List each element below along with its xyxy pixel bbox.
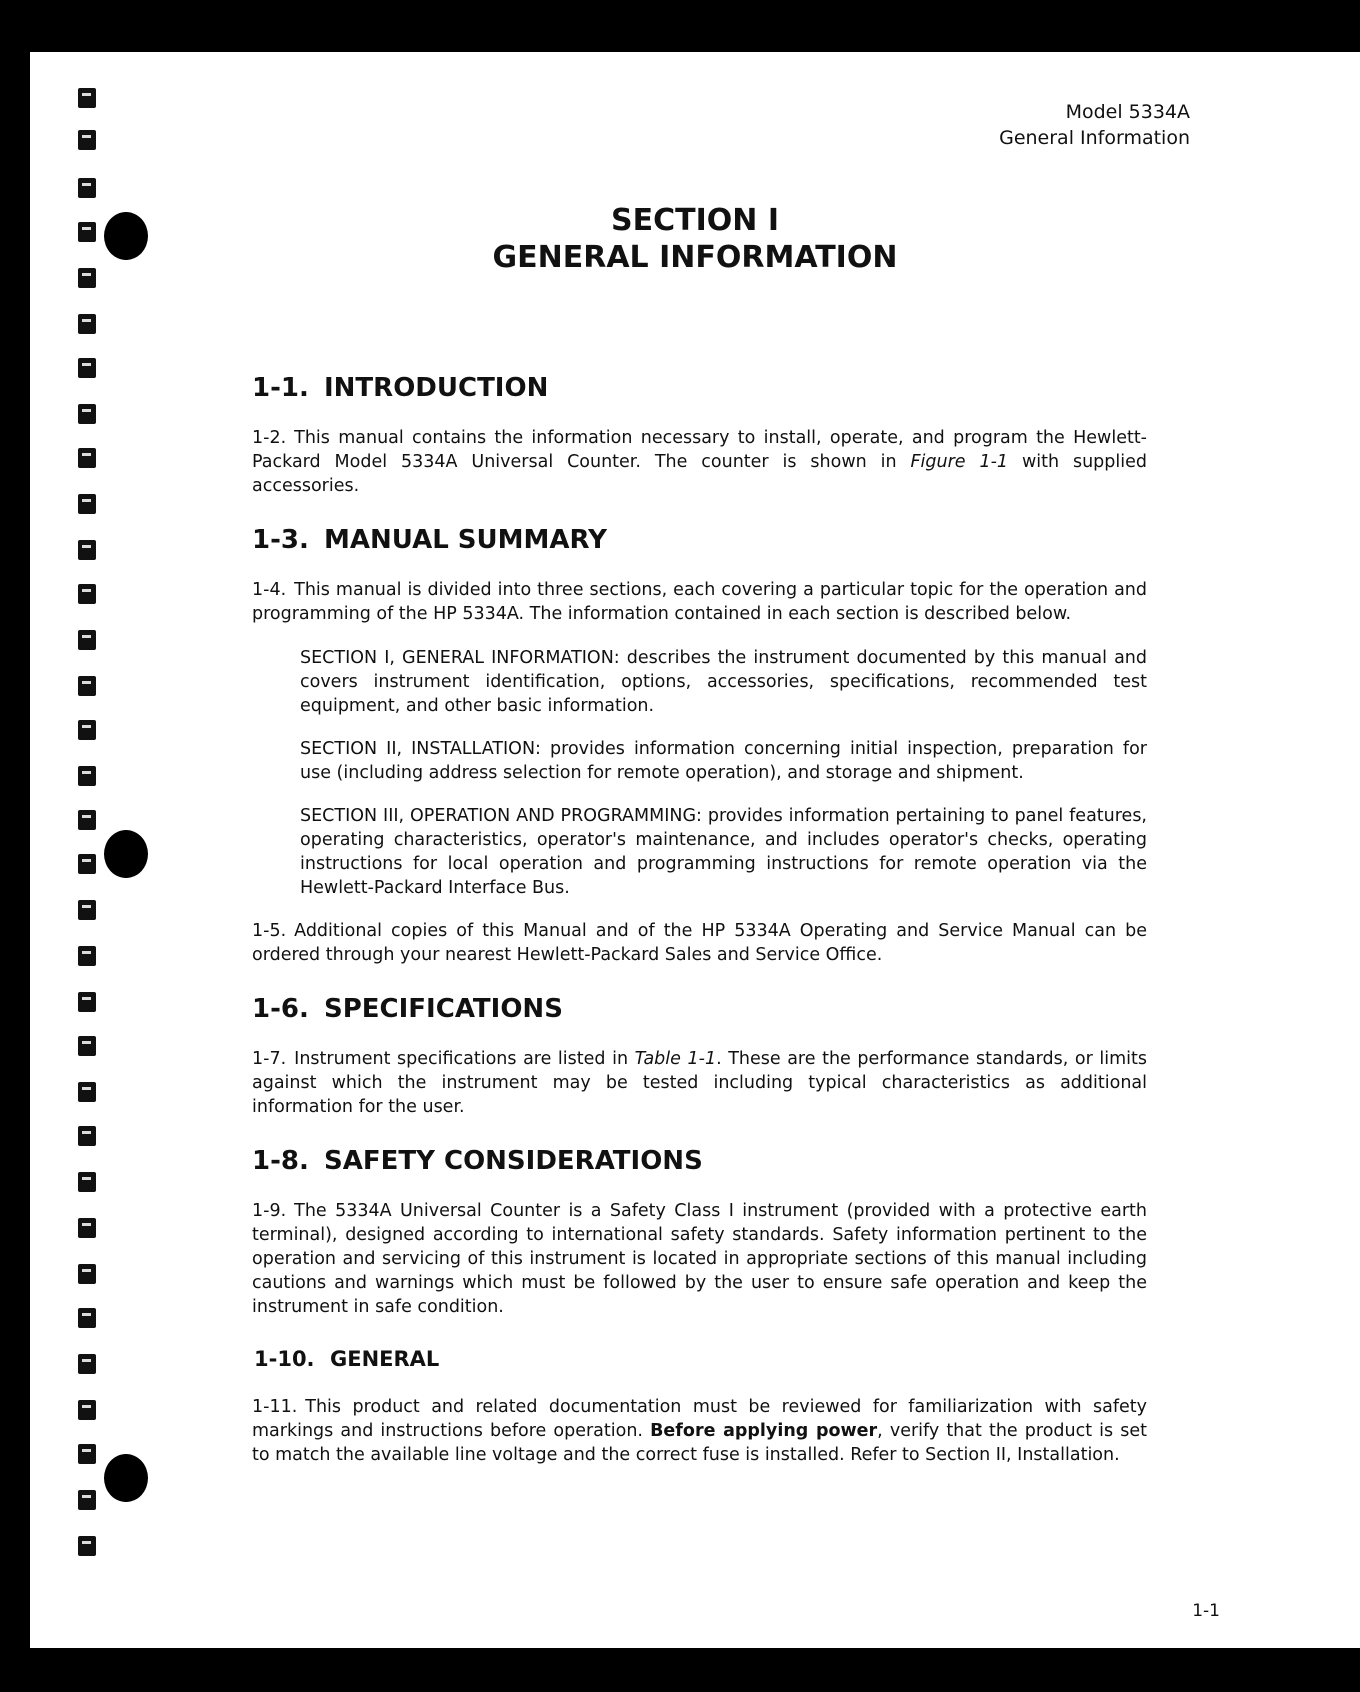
- binding-mark: [78, 1264, 96, 1284]
- heading-manual-summary: [252, 524, 1147, 556]
- paragraph-number: 1-5.: [252, 921, 287, 941]
- binding-mark: [78, 494, 96, 514]
- heading-general: [254, 1345, 1147, 1373]
- paragraph-text: . These are the performance standards, or limits against which the instrument may be tested including typical characteristics as additional information for the user.: [252, 1049, 1147, 1117]
- heading-number: 1-8.: [252, 1146, 309, 1176]
- binding-mark: [78, 1308, 96, 1328]
- binding-mark: [78, 88, 96, 108]
- paragraph-1-5: [252, 919, 1147, 967]
- binding-mark: [78, 1400, 96, 1420]
- paragraph-1-9: [252, 1199, 1147, 1319]
- punch-hole: [104, 1454, 148, 1502]
- page-title: [30, 202, 1360, 276]
- paragraph-1-11: [252, 1395, 1147, 1467]
- paragraph-text: This manual contains the information necessary to install, operate, and program the Hewlett-Packard Model 5334A Universal Counter. The counter is shown in: [252, 428, 1147, 472]
- binding-mark: [78, 676, 96, 696]
- page-number: 1-1: [1192, 1601, 1220, 1621]
- paragraph-1-7: [252, 1047, 1147, 1119]
- binding-mark: [78, 630, 96, 650]
- binding-mark: [78, 810, 96, 830]
- document-page: [30, 52, 1360, 1648]
- heading-safety-considerations: [252, 1145, 1147, 1177]
- binding-mark: [78, 540, 96, 560]
- summary-item-section-3: SECTION III, OPERATION AND PROGRAMMING: provides information pertaining to panel features, operating characteristics, operator's maintenance, and includes operator's checks, operating instructions for local operation and programming instructions for remote operation via the Hewlett-Packard Interface Bus.: [300, 806, 1147, 898]
- heading-number: 1-3.: [252, 525, 309, 555]
- binding-mark: [78, 900, 96, 920]
- binding-mark: [78, 1036, 96, 1056]
- binding-mark: [78, 1536, 96, 1556]
- summary-item-section-1: SECTION I, GENERAL INFORMATION: describes the instrument documented by this manual and covers instrument identification, options, accessories, specifications, recommended test equipment, and other basic information.: [300, 648, 1147, 716]
- paragraph-number: 1-2.: [252, 428, 287, 448]
- heading-text: MANUAL SUMMARY: [324, 525, 607, 555]
- figure-reference: Figure 1-1: [910, 452, 1009, 472]
- paragraph-number: 1-9.: [252, 1201, 287, 1221]
- heading-number: 1-1.: [252, 373, 309, 403]
- binding-mark: [78, 1444, 96, 1464]
- header-model: Model 5334A: [1065, 101, 1190, 123]
- heading-text: SAFETY CONSIDERATIONS: [324, 1146, 703, 1176]
- paragraph-number: 1-7.: [252, 1049, 287, 1069]
- binding-mark: [78, 854, 96, 874]
- summary-item-section-2: SECTION II, INSTALLATION: provides information concerning initial inspection, preparation for use (including address selection for remote operation), and storage and shipment.: [300, 739, 1147, 783]
- binding-edge: [30, 52, 170, 1648]
- paragraph-text: with supplied accessories.: [252, 452, 1147, 496]
- paragraph-1-4: [252, 578, 1147, 626]
- binding-mark: [78, 766, 96, 786]
- heading-text: INTRODUCTION: [324, 373, 549, 403]
- heading-text: SPECIFICATIONS: [324, 994, 563, 1024]
- binding-mark: [78, 1490, 96, 1510]
- binding-mark: [78, 584, 96, 604]
- heading-number: 1-6.: [252, 994, 309, 1024]
- running-header: [999, 99, 1190, 151]
- paragraph-text: , verify that the product is set to match the available line voltage and the correct fuse is installed. Refer to Section II, Installation.: [252, 1421, 1148, 1465]
- title-line-2: GENERAL INFORMATION: [492, 240, 898, 275]
- binding-mark: [78, 1172, 96, 1192]
- binding-mark: [78, 1218, 96, 1238]
- heading-text: GENERAL: [330, 1347, 440, 1371]
- title-line-1: SECTION I: [611, 203, 779, 238]
- binding-mark: [78, 314, 96, 334]
- paragraph-number: 1-4.: [252, 580, 287, 600]
- heading-specifications: [252, 993, 1147, 1025]
- binding-mark: [78, 946, 96, 966]
- punch-hole: [104, 830, 148, 878]
- binding-mark: [78, 358, 96, 378]
- binding-mark: [78, 1082, 96, 1102]
- paragraph-number: 1-11.: [252, 1397, 298, 1417]
- binding-mark: [78, 448, 96, 468]
- binding-mark: [78, 178, 96, 198]
- paragraph-text: The 5334A Universal Counter is a Safety Class I instrument (provided with a protective earth terminal), designed according to international safety standards. Safety information pertinent to the operation and servicing of this instrument is located in appropriate sections of this manual including cautions and warnings which must be followed by the user to ensure safe operation and keep the instrument in safe condition.: [252, 1201, 1147, 1317]
- heading-introduction: [252, 372, 1147, 404]
- binding-mark: [78, 1126, 96, 1146]
- binding-mark: [78, 404, 96, 424]
- binding-mark: [78, 1354, 96, 1374]
- paragraph-text: Instrument specifications are listed in: [294, 1049, 635, 1069]
- binding-mark: [78, 130, 96, 150]
- power-warning: Before applying power: [650, 1421, 878, 1441]
- header-chapter: General Information: [999, 127, 1190, 149]
- paragraph-text: Additional copies of this Manual and of the HP 5334A Operating and Service Manual can be ordered through your nearest Hewlett-Packard Sales and Service Office.: [252, 921, 1147, 965]
- binding-mark: [78, 992, 96, 1012]
- table-reference: Table 1-1: [634, 1049, 717, 1069]
- paragraph-text: This manual is divided into three sections, each covering a particular topic for the operation and programming of the HP 5334A. The information contained in each section is described below.: [252, 580, 1147, 624]
- paragraph-1-2: [252, 426, 1147, 498]
- heading-number: 1-10.: [254, 1347, 315, 1371]
- binding-mark: [78, 720, 96, 740]
- document-body: [252, 372, 1147, 1481]
- paragraph-text: This product and related documentation must be reviewed for familiarization with safety markings and instructions before operation.: [252, 1397, 1147, 1441]
